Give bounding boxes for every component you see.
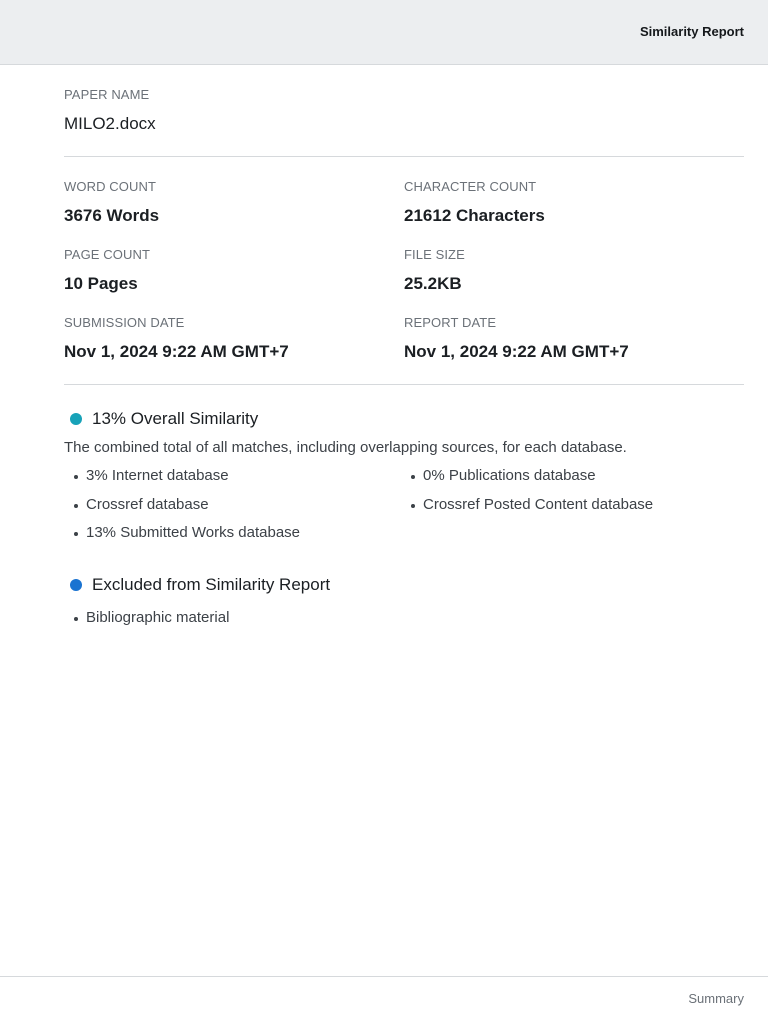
footer-divider (0, 976, 768, 977)
list-item-text: Crossref database (86, 495, 209, 513)
excluded-heading (70, 575, 330, 595)
word-count-value: 3676 Words (64, 206, 160, 225)
report-date-label: REPORT DATE (404, 315, 497, 330)
report-header (0, 0, 768, 65)
excluded-title: Excluded from Similarity Report (92, 575, 331, 594)
page-count-value: 10 Pages (64, 274, 138, 293)
bullet-icon (74, 504, 78, 508)
similarity-description: The combined total of all matches, including overlapping sources, for each database. (64, 439, 627, 456)
similarity-list-left (74, 467, 300, 553)
paper-name-label: PAPER NAME (64, 87, 150, 102)
list-item-text: 0% Publications database (423, 467, 596, 484)
similarity-dot-icon (70, 413, 82, 425)
list-item (74, 524, 300, 553)
submission-date-cell (64, 315, 404, 383)
report-date-cell (404, 315, 744, 383)
word-count-label: WORD COUNT (64, 179, 156, 194)
word-count-cell (64, 179, 404, 247)
bullet-icon (74, 532, 78, 536)
list-item (74, 467, 300, 496)
excluded-list (74, 609, 229, 638)
list-item (411, 467, 653, 496)
overall-similarity-title: 13% Overall Similarity (92, 409, 259, 428)
bullet-icon (74, 617, 78, 621)
divider (64, 156, 744, 157)
page-count-cell (64, 247, 404, 315)
paper-name-block (64, 87, 156, 135)
bullet-icon (411, 504, 415, 508)
metadata-row (64, 247, 744, 315)
character-count-value: 21612 Characters (404, 206, 545, 225)
list-item-text: 13% Submitted Works database (86, 524, 301, 541)
excluded-dot-icon (70, 579, 82, 591)
report-title: Similarity Report (639, 24, 744, 39)
page-count-label: PAGE COUNT (64, 247, 150, 262)
file-size-cell (404, 247, 744, 315)
list-item (74, 496, 300, 525)
metadata-grid (64, 179, 744, 383)
list-item-text: 3% Internet database (86, 467, 229, 484)
character-count-cell (404, 179, 744, 247)
similarity-list-right (411, 467, 653, 524)
metadata-row (64, 179, 744, 247)
submission-date-value: Nov 1, 2024 9:22 AM GMT+7 (64, 342, 289, 361)
file-size-label: FILE SIZE (404, 247, 465, 262)
paper-name-value: MILO2.docx (64, 114, 156, 133)
list-item-text: Crossref Posted Content database (423, 495, 654, 513)
bullet-icon (74, 475, 78, 479)
list-item (411, 496, 653, 525)
submission-date-label: SUBMISSION DATE (64, 315, 185, 330)
metadata-row (64, 315, 744, 383)
overall-similarity-heading (70, 409, 258, 429)
bullet-icon (411, 475, 415, 479)
file-size-value: 25.2KB (404, 274, 462, 293)
list-item (74, 609, 229, 638)
report-date-value: Nov 1, 2024 9:22 AM GMT+7 (404, 342, 629, 361)
list-item-text: Bibliographic material (86, 609, 230, 626)
character-count-label: CHARACTER COUNT (404, 179, 537, 194)
divider (64, 384, 744, 385)
footer-summary-label: Summary (688, 991, 744, 1006)
